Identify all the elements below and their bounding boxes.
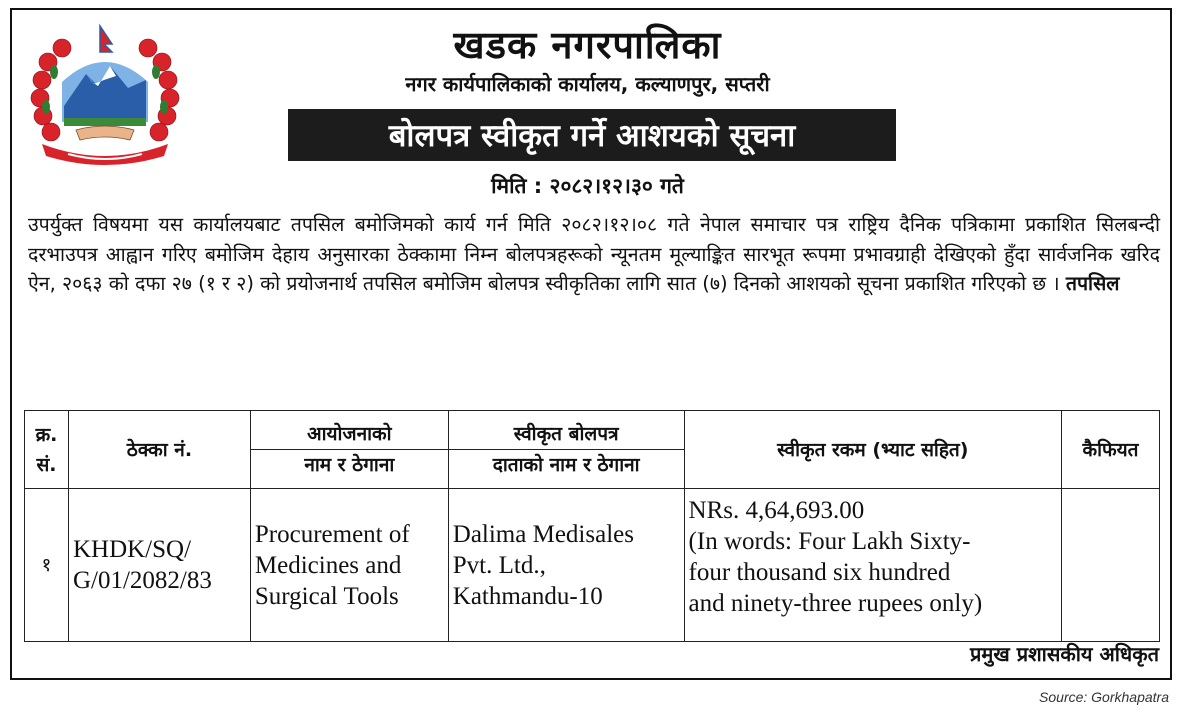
notice-title: बोलपत्र स्वीकृत गर्ने आशयको सूचना (388, 118, 796, 154)
cell-project: Procurement of Medicines and Surgical Tools (250, 489, 448, 642)
body-paragraph: उपर्युक्त विषयमा यस कार्यालयबाट तपसिल बमोजिमको कार्य गर्न मिति २०८२।१२।०८ गते नेपाल समाचार पत्र राष्ट्रिय दैनिक पत्रिकामा प्रकाशित सिलबन्दी दरभाउपत्र आह्वान गरिए बमोजिम देहाय अनुसारका ठेक्कामा निम्न बोलपत्रहरूको न्यूनतम मूल्याङ्कित सारभूत रूपमा प्रभावग्राही देखिएको हुँदा सार्वजनिक खरिद ऐन, २०६३ को दफा २७ (१ र २) को प्रयोजनार्थ तपसिल बमोजिम बोलपत्र स्वीकृतिका लागि सात (७) दिनको आशयको सूचना प्रकाशित गरिएको छ । (28, 213, 1160, 295)
bid-table (24, 410, 1160, 642)
municipality-name: खडक नगरपालिका (453, 23, 722, 67)
header-remarks: कैफियत (1062, 411, 1160, 489)
cell-remarks (1062, 489, 1160, 642)
header-amount: स्वीकृत रकम (भ्याट सहित) (684, 411, 1061, 489)
table-row (25, 489, 1160, 642)
source-credit: Source: Gorkhapatra (1039, 689, 1169, 705)
notice-title-banner (288, 109, 896, 161)
cell-amount: NRs. 4,64,693.00 (In words: Four Lakh Sixty- four thousand six hundred and ninety-three rupees only) (684, 489, 1061, 642)
header-sn: क्र. सं. (25, 411, 69, 489)
office-address: नगर कार्यपालिकाको कार्यालय, कल्याणपुर, सप्तरी (405, 72, 770, 96)
header-bidder: स्वीकृत बोलपत्र दाताको नाम र ठेगाना (448, 411, 684, 489)
nepal-government-emblem-icon (24, 22, 186, 172)
table-header-row (25, 411, 1160, 489)
signatory-title: प्रमुख प्रशासकीय अधिकृत (970, 642, 1159, 666)
header-contract-no: ठेक्का नं. (68, 411, 250, 489)
tapasil-label: तपसिल (1065, 272, 1120, 295)
header-project: आयोजनाको नाम र ठेगाना (250, 411, 448, 489)
notice-date: मिति : २०८२।१२।३० गते (491, 174, 684, 198)
cell-sn: १ (25, 489, 69, 642)
notice-body (28, 210, 1160, 299)
cell-contract-no: KHDK/SQ/ G/01/2082/83 (68, 489, 250, 642)
cell-bidder: Dalima Medisales Pvt. Ltd., Kathmandu-10 (448, 489, 684, 642)
